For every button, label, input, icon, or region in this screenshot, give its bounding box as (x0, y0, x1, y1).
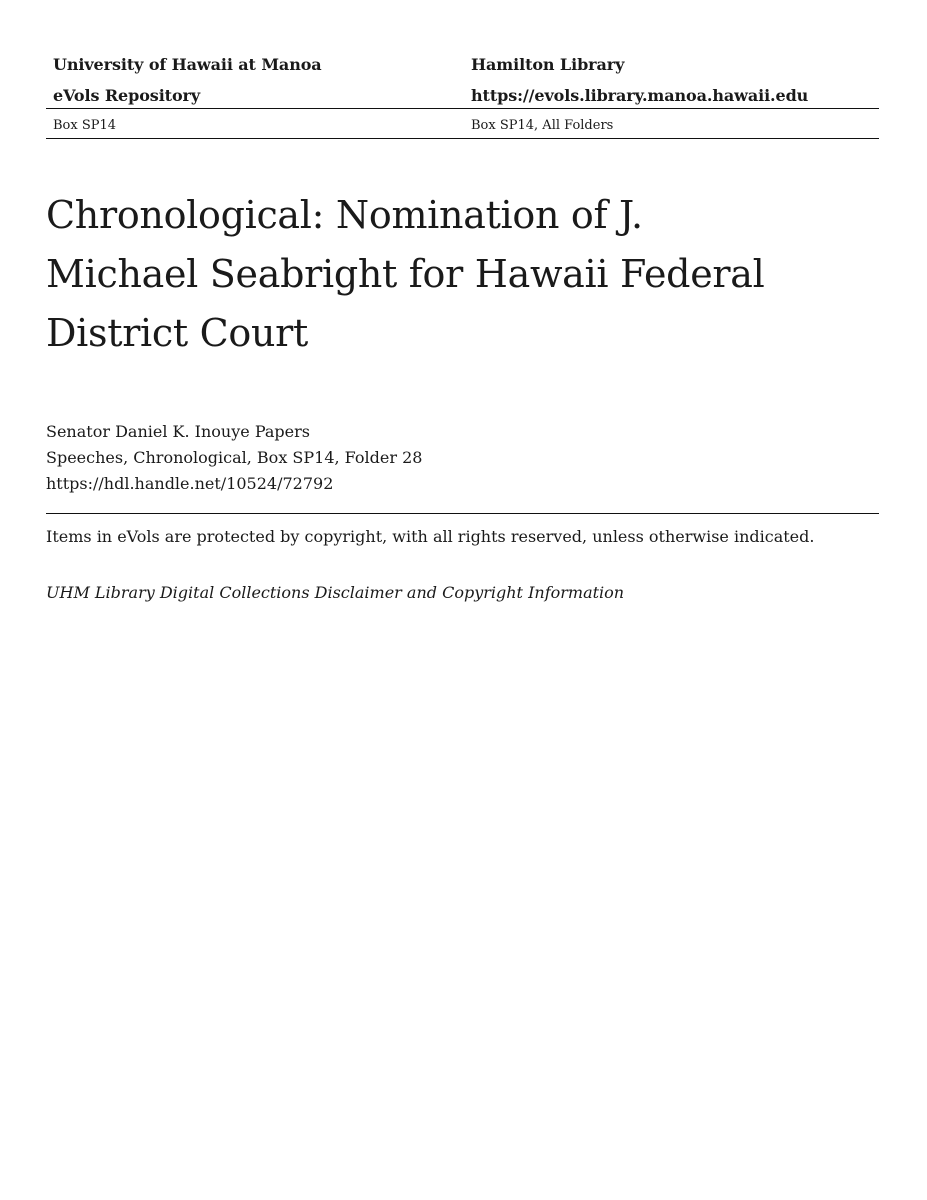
document-title: Chronological: Nomination of J. Michael Seabright for Hawaii Federal District Court (46, 193, 765, 355)
header-row-box (46, 109, 879, 139)
institution-name: University of Hawaii at Manoa (53, 55, 322, 74)
library-name: Hamilton Library (471, 55, 625, 74)
divider (46, 513, 879, 514)
document-metadata (46, 419, 422, 497)
disclaimer-link[interactable]: UHM Library Digital Collections Disclaimer and Copyright Information (46, 583, 625, 602)
repository-url-link[interactable]: https://evols.library.manoa.hawaii.edu (471, 86, 809, 105)
box-label-left: Box SP14 (53, 118, 117, 133)
handle-link[interactable]: https://hdl.handle.net/10524/72792 (46, 474, 334, 493)
folder-location: Speeches, Chronological, Box SP14, Folder 28 (46, 448, 423, 467)
repository-name: eVols Repository (53, 86, 201, 105)
header-row-primary (46, 52, 879, 109)
box-label-right: Box SP14, All Folders (471, 118, 614, 133)
collection-name: Senator Daniel K. Inouye Papers (46, 422, 310, 441)
rights-statement: Items in eVols are protected by copyright, with all rights reserved, unless otherwise indicated. (46, 527, 815, 546)
